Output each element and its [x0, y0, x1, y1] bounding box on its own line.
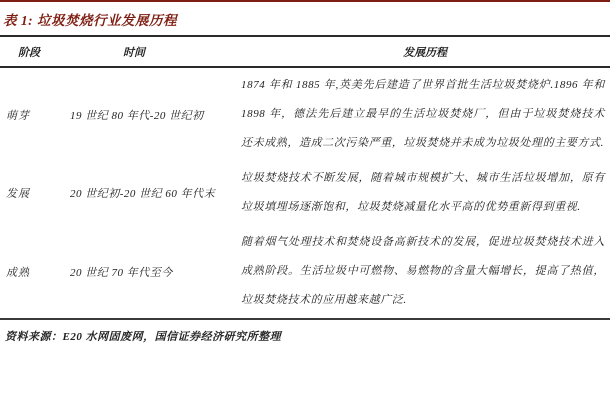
header-time: 时间 [123, 46, 145, 59]
table-row [0, 225, 610, 318]
header-history: 发展历程 [403, 46, 447, 59]
time-cell: 20 世纪初-20 世纪 60 年代末 [70, 188, 216, 200]
stage-cell: 发展 [6, 188, 30, 200]
time-cell: 20 世纪 70 年代至今 [70, 266, 173, 279]
history-cell: 垃圾焚烧技术不断发展，随着城市规模扩大、城市生活垃圾增加，原有垃圾填埋场逐渐饱和，垃圾焚烧减量化水平高的优势重新得到重视. [241, 172, 605, 213]
table-header-row [0, 37, 610, 68]
history-cell: 1874 年和 1885 年,英美先后建造了世界首批生活垃圾焚烧炉.1896 年和 1898 年，德法先后建立最早的生活垃圾焚烧厂，但由于垃圾焚烧技术还未成熟，造成二次污染严重，垃圾焚烧并未成为垃圾处理的主要方式. [241, 79, 605, 149]
table-row [0, 161, 610, 225]
history-cell: 随着烟气处理技术和焚烧设备高新技术的发展，促进垃圾焚烧技术进入成熟阶段。生活垃圾中可燃物、易燃物的含量大幅增长，提高了热值，垃圾焚烧技术的应用越来越广泛. [241, 236, 605, 306]
stage-cell: 成熟 [6, 266, 30, 279]
header-stage: 阶段 [18, 46, 40, 59]
table-title: 表 1: 垃圾焚烧行业发展历程 [0, 2, 610, 37]
time-cell: 19 世纪 80 年代-20 世纪初 [70, 109, 204, 122]
stage-cell: 萌芽 [6, 109, 30, 122]
table-row [0, 68, 610, 161]
source-note: 资料来源：E20 水网固废网，国信证券经济研究所整理 [5, 331, 282, 343]
